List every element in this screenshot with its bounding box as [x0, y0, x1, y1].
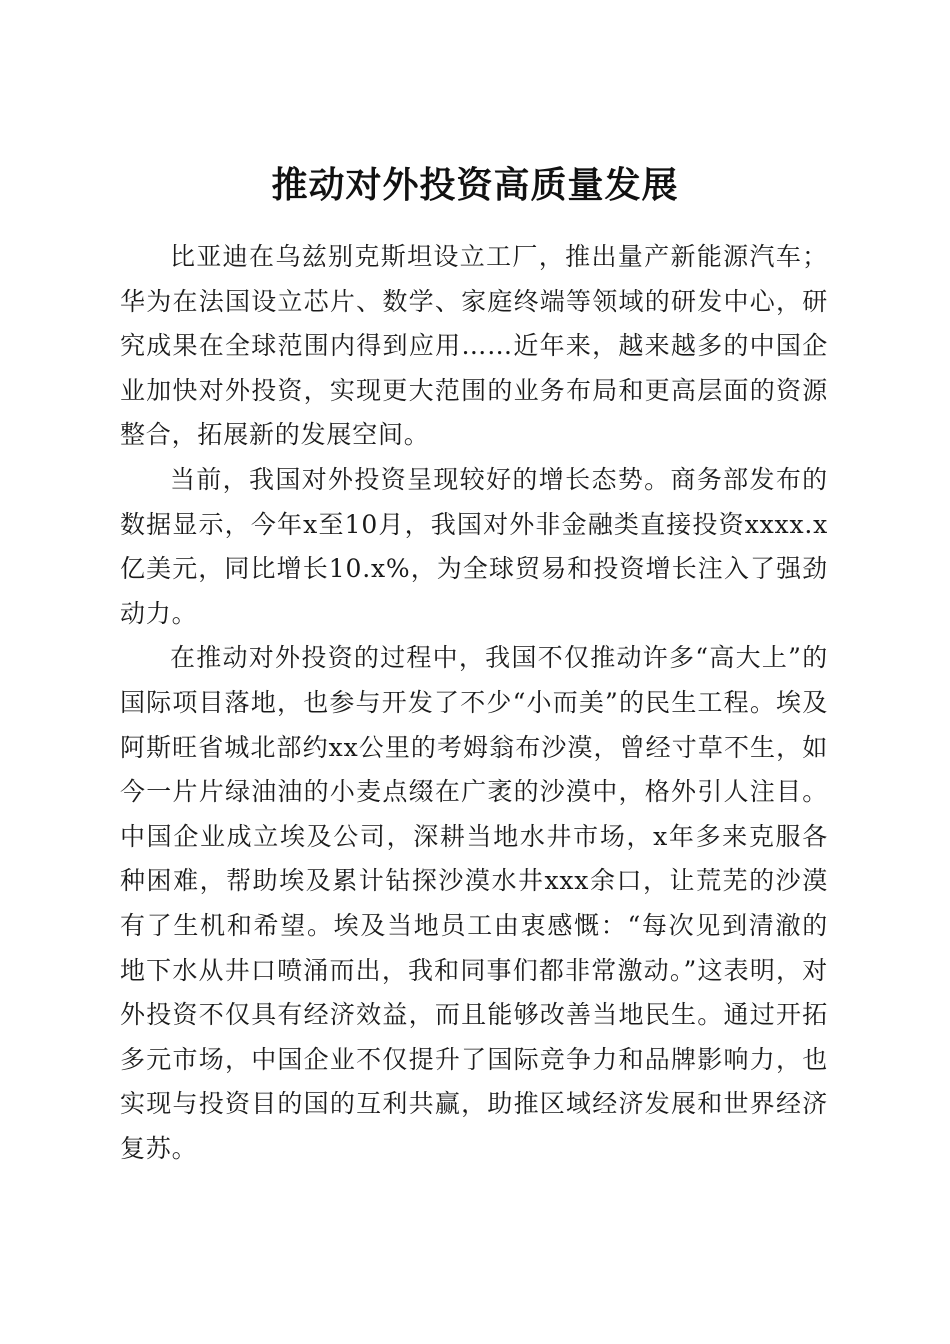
paragraph-2: 当前，我国对外投资呈现较好的增长态势。商务部发布的数据显示，今年x至10月，我国对外非金融类直接投资xxxx.x亿美元，同比增长10.x%，为全球贸易和投资增长注入了强劲动力。	[120, 464, 828, 628]
paragraph-3: 在推动对外投资的过程中，我国不仅推动许多“高大上”的国际项目落地，也参与开发了不少“小而美”的民生工程。埃及阿斯旺省城北部约xx公里的考姆翁布沙漠，曾经寸草不生，如今一片片绿油油的小麦点缀在广袤的沙漠中，格外引人注目。中国企业成立埃及公司，深耕当地水井市场，x年多来克服各种困难，帮助埃及累计钻探沙漠水井xxx余口，让荒芜的沙漠有了生机和希望。埃及当地员工由衷感慨：“每次见到清澈的地下水从井口喷涌而出，我和同事们都非常激动。”这表明，对外投资不仅具有经济效益，而且能够改善当地民生。通过开拓多元市场，中国企业不仅提升了国际竞争力和品牌影响力，也实现与投资目的国的互利共赢，助推区域经济发展和世界经济复苏。	[120, 643, 828, 1163]
paragraph-1: 比亚迪在乌兹别克斯坦设立工厂，推出量产新能源汽车；华为在法国设立芯片、数学、家庭终端等领域的研发中心，研究成果在全球范围内得到应用……近年来，越来越多的中国企业加快对外投资，实现更大范围的业务布局和更高层面的资源整合，拓展新的发展空间。	[120, 242, 828, 450]
page-title: 推动对外投资高质量发展	[271, 164, 679, 207]
article-body	[120, 235, 828, 1171]
